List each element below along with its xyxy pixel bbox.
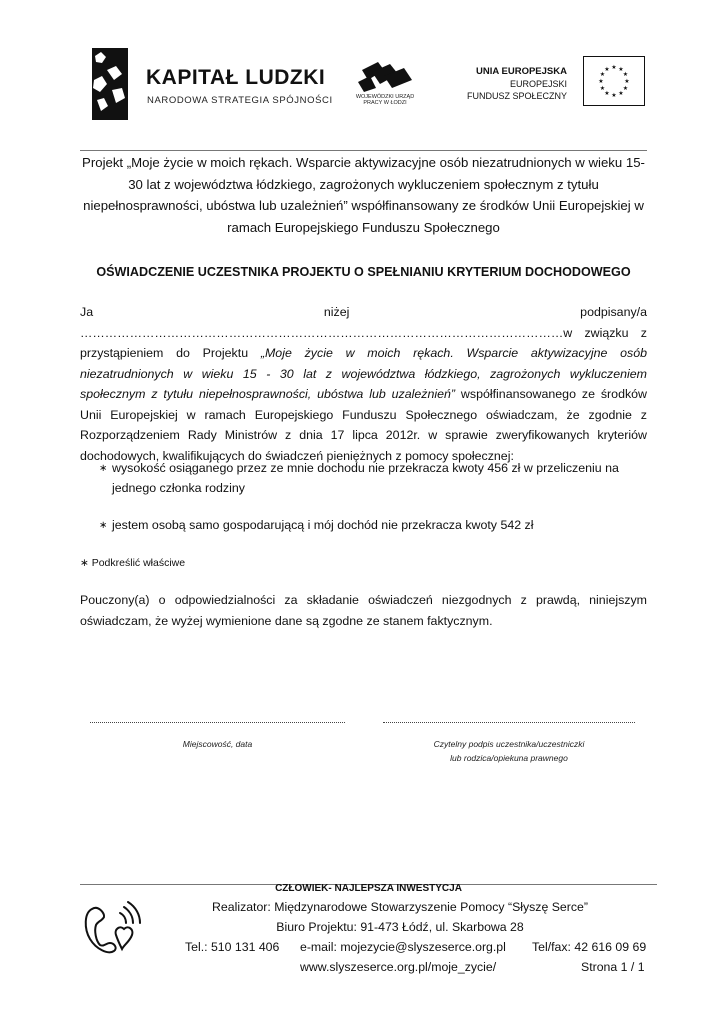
svg-text:★: ★ xyxy=(611,92,617,99)
place-date-line xyxy=(90,722,345,723)
declaration-paragraph xyxy=(80,302,647,466)
bullet-asterisk-icon: ∗ xyxy=(99,463,108,474)
kapital-ludzki-logo-icon xyxy=(92,48,128,120)
svg-text:★: ★ xyxy=(618,90,624,97)
bullet-text-income-542: jestem osobą samo gospodarującą i mój dochód nie przekracza kwoty 542 zł xyxy=(112,518,534,532)
list-item xyxy=(99,458,619,498)
svg-text:★: ★ xyxy=(604,66,610,73)
eu-line-1: UNIA EUROPEJSKA xyxy=(476,66,567,77)
place-date-caption: Miejscowość, data xyxy=(182,739,253,749)
eu-line-3: FUNDUSZ SPOŁECZNY xyxy=(466,91,567,101)
liability-statement: Pouczony(a) o odpowiedzialności za składanie oświadczeń niezgodnych z prawdą, niniejszym oświadczam, że wyżej wymienione dane są zgodne ze stanem faktycznym. xyxy=(80,593,647,628)
svg-text:★: ★ xyxy=(624,78,630,85)
svg-text:★: ★ xyxy=(599,85,606,92)
eu-flag-icon xyxy=(583,56,645,106)
page-number: Strona 1 / 1 xyxy=(581,960,645,974)
bullet-text-income-456: wysokość osiąganego przez ze mnie dochodu nie przekracza kwoty 456 zł w przeliczeniu na jednego członka rodziny xyxy=(112,461,619,495)
header-divider xyxy=(80,150,647,151)
document-title: OŚWIADCZENIE UCZESTNIKA PROJEKTU O SPEŁNIANIU KRYTERIUM DOCHODOWEGO xyxy=(96,265,631,279)
signature-caption-line-2: lub rodzica/opiekuna prawnego xyxy=(450,752,568,763)
kapital-ludzki-subtitle: NARODOWA STRATEGIA SPÓJNOŚCI xyxy=(147,95,333,106)
svg-text:★: ★ xyxy=(622,85,629,92)
bullet-asterisk-icon: ∗ xyxy=(99,520,108,531)
declaration-end: współfinansowanego ze środków Unii Europejskiej w ramach Europejskiego Funduszu Społecznego oświadczam, że zgodnie z Rozporządzeniem Rady Ministrów z dnia 17 lipca 2012r. w sprawie zweryfikowanych kryteriów dochodowych, kwalifikujących do świadczeń pieniężnych z pomocy społecznej: xyxy=(80,387,648,463)
svg-text:★: ★ xyxy=(618,66,624,73)
svg-text:★: ★ xyxy=(622,71,629,78)
svg-text:★: ★ xyxy=(598,78,604,85)
signature-line xyxy=(383,722,635,723)
eu-fund-label xyxy=(450,66,567,102)
footer-website: www.slyszeserce.org.pl/moje_zycie/ xyxy=(300,960,497,974)
footer-realizator: Realizator: Międzynarodowe Stowarzyszenie Pomocy “Słyszę Serce” xyxy=(212,900,588,914)
footer-email: e-mail: mojezycie@slyszeserce.org.pl xyxy=(300,940,506,954)
slysze-serce-logo-icon xyxy=(78,895,146,963)
footer-phone: Tel.: 510 131 406 xyxy=(185,940,280,954)
wup-logo-text: WOJEWÓDZKI URZĄD PRACY W ŁODZI xyxy=(355,94,415,107)
signature-caption xyxy=(383,738,635,765)
wup-logo-icon xyxy=(350,58,422,118)
footer-motto: CZŁOWIEK- NAJLEPSZA INWESTYCJA xyxy=(275,883,462,894)
underline-note: ∗ Podkreślić właściwe xyxy=(80,557,186,569)
footer-office-address: Biuro Projektu: 91-473 Łódź, ul. Skarbowa 28 xyxy=(276,920,524,934)
project-intro: Projekt „Moje życie w moich rękach. Wsparcie aktywizacyjne osób niezatrudnionych w wieku 15-30 lat z województwa łódzkiego, zagrożonych wykluczeniem społecznym z tytułu niepełnosprawności, ubóstwa lub uzależnień” współfinansowany ze środków Unii Europejskiej w ramach Europejskiego Funduszu Społecznego xyxy=(82,155,645,235)
list-item xyxy=(99,515,619,535)
eu-line-2: EUROPEJSKI xyxy=(509,79,567,89)
declaration-start: Ja niżej podpisany/a ………………………………………………………………………………………………………w związku z przystąpieniem do Projektu xyxy=(80,305,647,360)
footer-telfax: Tel/fax: 42 616 09 69 xyxy=(532,940,647,954)
kapital-ludzki-title: KAPITAŁ LUDZKI xyxy=(146,66,326,89)
project-name-italic: „Moje życie w moich rękach. Wsparcie aktywizacyjne osób niezatrudnionych w wieku 15 - 30 lat z województwa łódzkiego, zagrożonych wykluczeniem społecznym z tytułu niepełnosprawności, ubóstwa lub uzależnień” xyxy=(80,346,647,401)
signature-caption-line-1: Czytelny podpis uczestnika/uczestniczki xyxy=(433,739,585,749)
svg-text:★: ★ xyxy=(599,71,606,78)
svg-text:★: ★ xyxy=(604,90,610,97)
svg-text:★: ★ xyxy=(611,64,617,71)
